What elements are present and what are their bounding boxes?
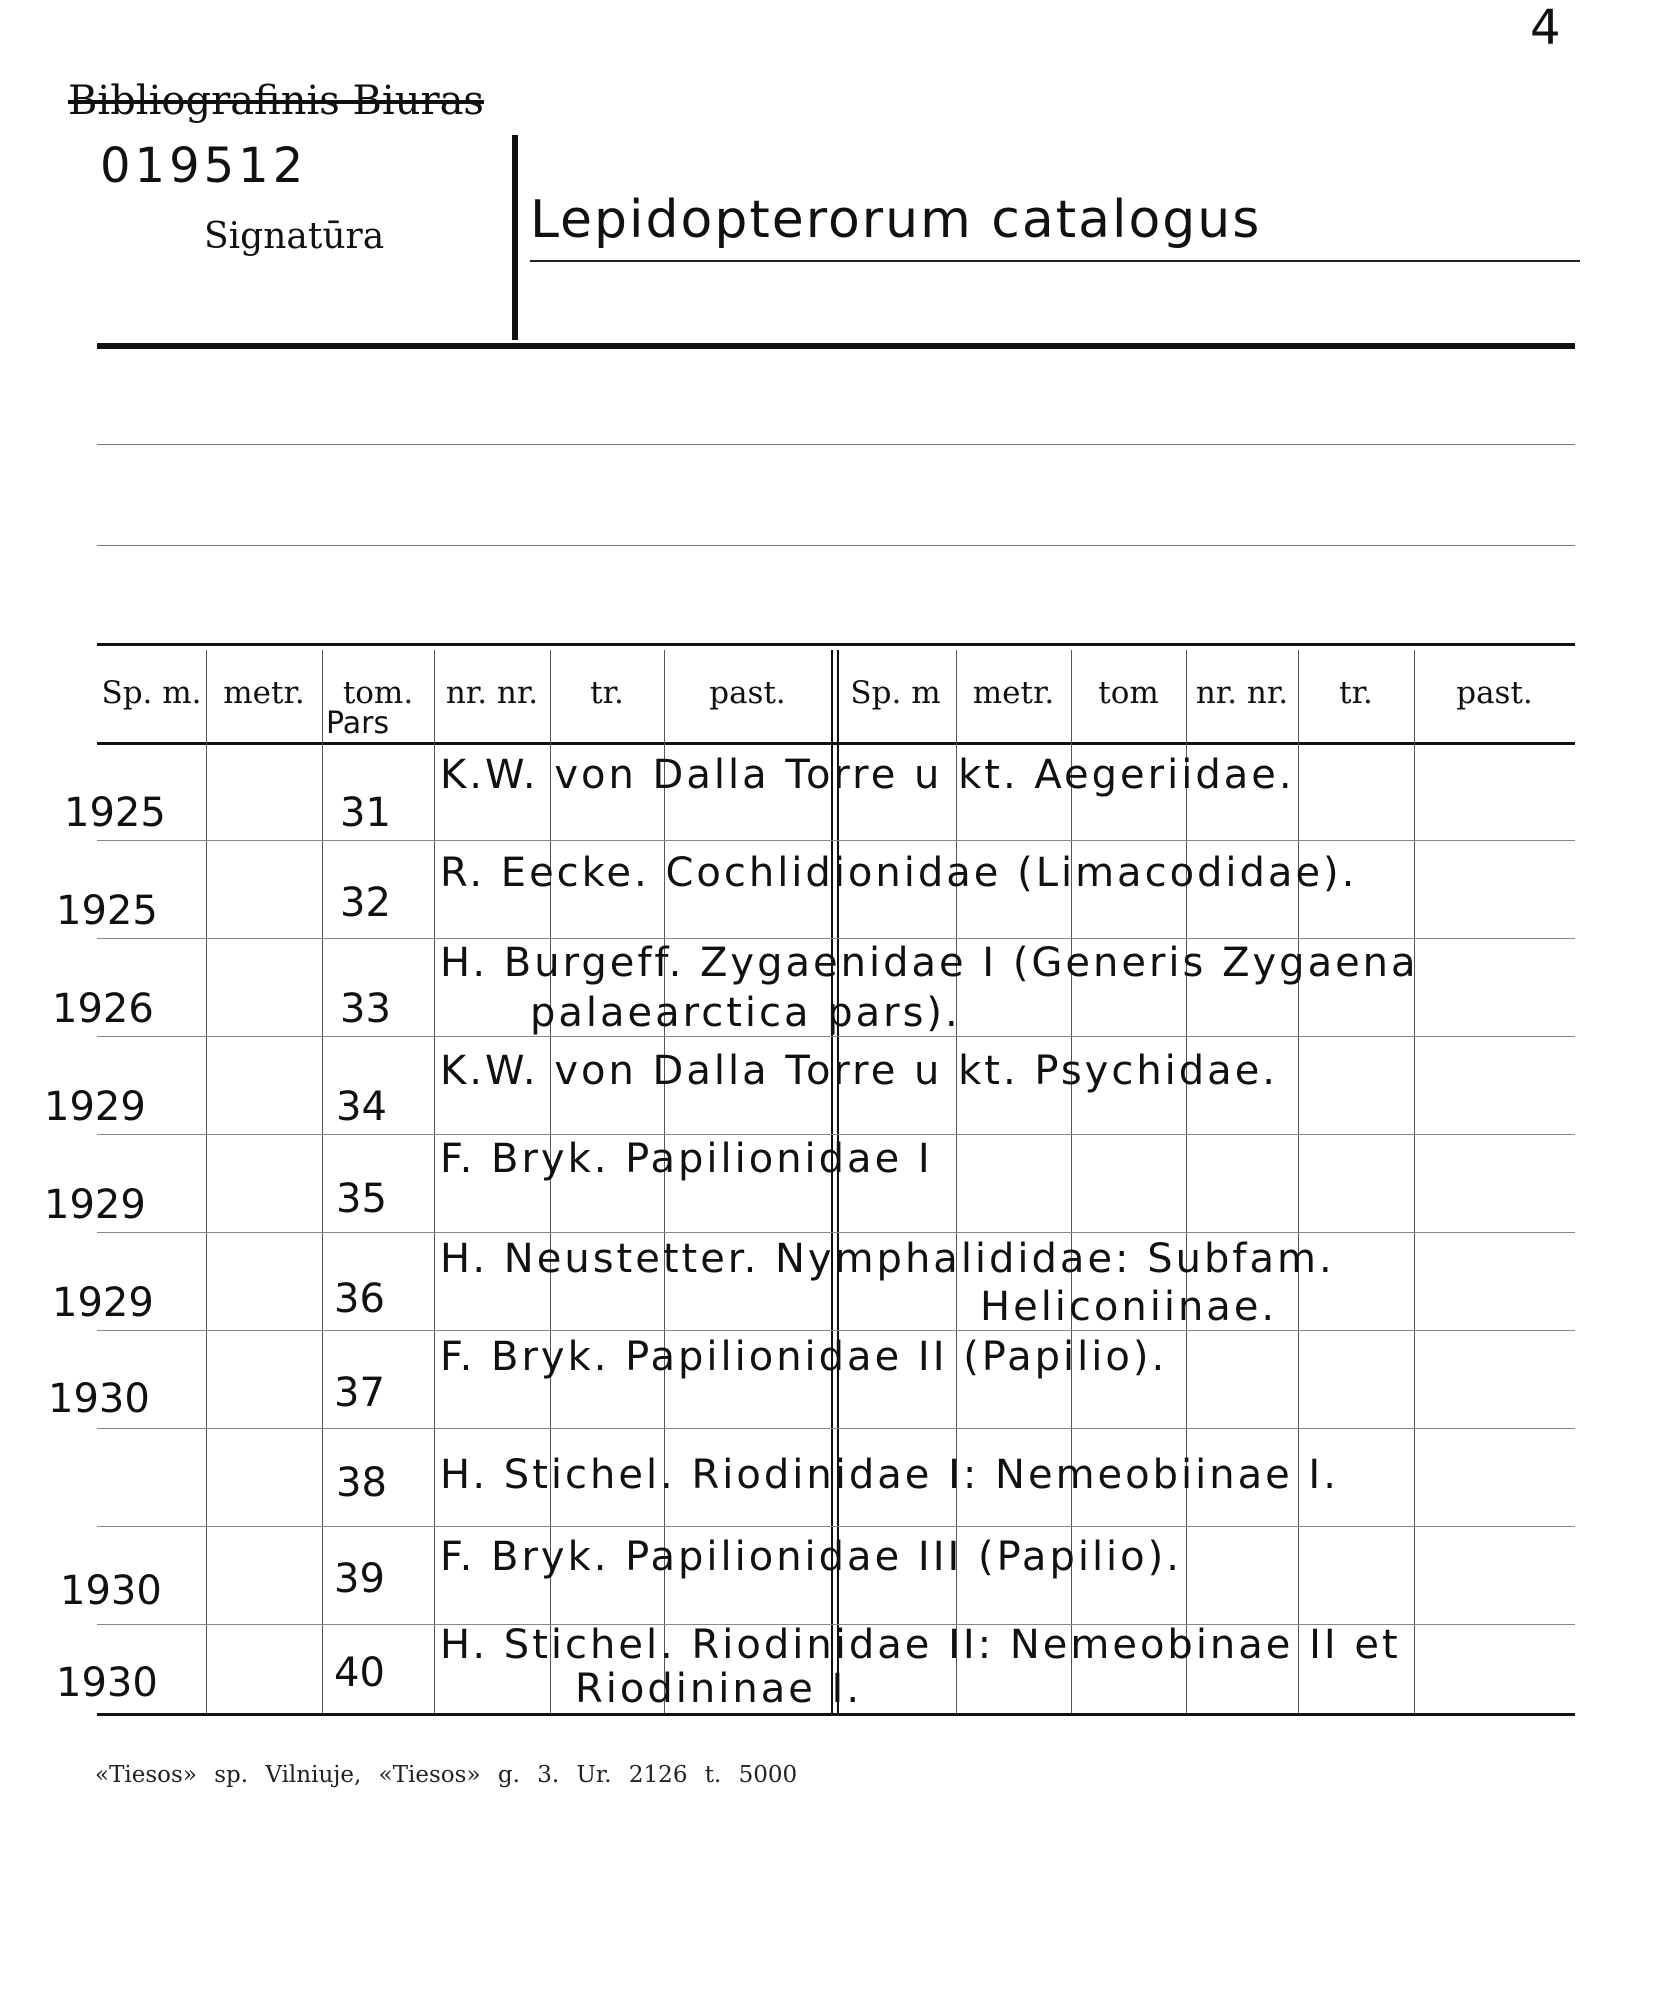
row-year: 1929 [52,1280,154,1326]
row-entry: F. Bryk. Papilionidae I [440,1136,933,1182]
title-underline [530,260,1580,262]
row-year: 1925 [56,888,158,934]
column-divider [1186,650,1187,1713]
table-bottom-rule [97,1713,1575,1716]
row-tom: 33 [340,986,391,1032]
column-divider [1414,650,1415,1713]
catalog-title: Lepidopterorum catalogus [530,190,1262,250]
corner-number: 4 [1530,0,1561,56]
header-metr: metr. [223,675,305,711]
header-past: past. [709,675,786,711]
row-tom: 34 [336,1084,387,1130]
column-divider [206,650,207,1713]
row-tom: 38 [336,1460,387,1506]
row-tom: 37 [334,1370,385,1416]
row-year: 1929 [44,1182,146,1228]
header-sp-m-2: Sp. m [850,675,941,711]
blank-line-2 [97,545,1575,546]
row-entry: K.W. von Dalla Torre u kt. Psychidae. [440,1048,1279,1094]
row-year: 1930 [56,1660,158,1706]
signatura-label: Signatūra [204,216,385,257]
heavy-rule [97,343,1575,349]
header-past-2: past. [1456,675,1533,711]
printer-footer: «Tiesos» sp. Vilniuje, «Tiesos» g. 3. Ur. 2126 t. 5000 [95,1762,798,1788]
row-tom: 40 [334,1650,385,1696]
row-separator [97,1036,1575,1037]
row-separator [97,938,1575,939]
row-entry: H. Stichel. Riodinidae I: Nemeobiinae I. [440,1452,1339,1498]
row-separator [97,1134,1575,1135]
row-year: 1929 [44,1084,146,1130]
row-separator [97,1232,1575,1233]
header-nr-nr: nr. nr. [445,675,539,711]
row-tom: 31 [340,790,391,836]
catalog-number: 019512 [100,138,308,194]
header-nr-nr-2: nr. nr. [1195,675,1289,711]
row-entry: F. Bryk. Papilionidae II (Papilio). [440,1334,1168,1380]
header-tr: tr. [590,675,624,711]
table-top-rule [97,643,1575,646]
blank-line-1 [97,444,1575,445]
row-year: 1925 [64,790,166,836]
header-sp-m: Sp. m. [101,675,202,711]
row-entry: H. Burgeff. Zygaenidae I (Generis Zygaena [440,940,1419,986]
row-separator [97,1428,1575,1429]
header-tom: tom. [342,675,414,711]
row-separator [97,1330,1575,1331]
row-year: 1930 [60,1568,162,1614]
row-entry-continued: palaearctica pars). [530,990,961,1036]
row-year: 1926 [52,986,154,1032]
row-tom: 32 [340,880,391,926]
header-pars-note: Pars [326,706,390,741]
column-divider [1298,650,1299,1713]
row-year: 1930 [48,1376,150,1422]
row-tom: 39 [334,1556,385,1602]
column-divider [322,650,323,1713]
column-divider [434,650,435,1713]
row-entry: K.W. von Dalla Torre u kt. Aegeriidae. [440,752,1295,798]
row-entry: R. Eecke. Cochlidionidae (Limacodidae). [440,850,1358,896]
row-tom: 35 [336,1176,387,1222]
signature-divider [512,135,518,340]
header-metr-2: metr. [972,675,1055,711]
row-separator [97,1526,1575,1527]
row-entry: F. Bryk. Papilionidae III (Papilio). [440,1534,1182,1580]
header-tr-2: tr. [1339,675,1373,711]
row-separator [97,840,1575,841]
row-entry: H. Stichel. Riodinidae II: Nemeobinae II et [440,1622,1401,1668]
row-tom: 36 [334,1276,385,1322]
row-entry: H. Neustetter. Nymphalididae: Subfam. [440,1236,1335,1282]
header-tom-2: tom [1098,675,1159,711]
row-entry-continued: Riodininae I. [575,1666,863,1712]
printed-heading: Bibliografinis Biuras [68,78,484,124]
row-entry-continued: Heliconiinae. [980,1284,1278,1330]
